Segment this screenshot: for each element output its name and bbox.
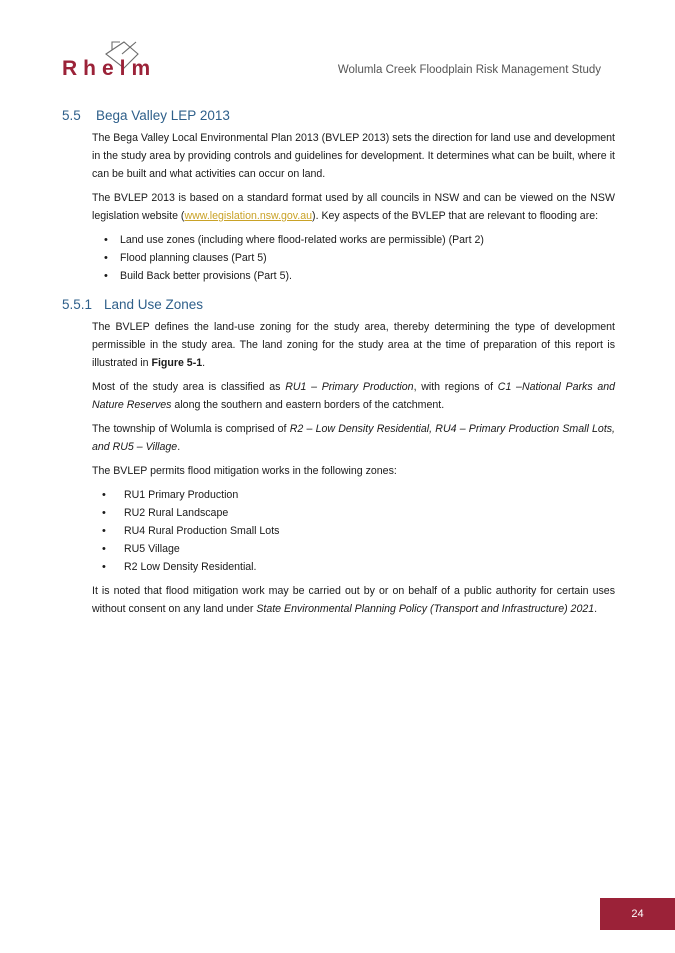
zone-names: R2 – Low Density Residential, RU4 – Primary Production Small Lots, and RU5 – Village bbox=[92, 423, 616, 453]
list-item: • RU5 Village bbox=[92, 540, 615, 558]
zone-list bbox=[92, 486, 615, 576]
policy-name: State Environmental Planning Policy (Transport and Infrastructure) 2021 bbox=[256, 603, 595, 615]
list-item: • R2 Low Density Residential. bbox=[92, 558, 615, 576]
list-item: • RU2 Rural Landscape bbox=[92, 504, 615, 522]
list-item: • Land use zones (including where flood-related works are permissible) (Part 2) bbox=[92, 231, 615, 249]
text-run: , with regions of bbox=[413, 381, 498, 393]
document-title: Wolumla Creek Floodplain Risk Management Study bbox=[337, 64, 601, 76]
zone-name: C1 –National Parks and Nature Reserves bbox=[92, 381, 616, 411]
page-number: 24 bbox=[600, 898, 675, 930]
paragraph: The BVLEP permits flood mitigation works in the following zones: bbox=[92, 465, 397, 477]
text-run: The township of Wolumla is comprised of bbox=[92, 423, 290, 435]
text-run: . bbox=[177, 441, 181, 453]
text-run: ). Key aspects of the BVLEP that are relevant to flooding are: bbox=[312, 210, 599, 222]
list-item: • RU4 Rural Production Small Lots bbox=[92, 522, 615, 540]
section-number: 5.5 bbox=[62, 108, 81, 123]
text-run: The BVLEP 2013 is based on a standard format used by all councils in NSW and can be viewed on the NSW legislation website ( bbox=[92, 192, 615, 222]
list-item: • Flood planning clauses (Part 5) bbox=[92, 249, 615, 267]
paragraph: The Bega Valley Local Environmental Plan 2013 (BVLEP 2013) sets the direction for land use and development in the study area by providing controls and guidelines for development. It determines what can be built, where it can be built and what activities can occur on land. bbox=[92, 132, 615, 180]
zone-name: RU1 – Primary Production bbox=[285, 381, 414, 393]
legislation-link[interactable]: www.legislation.nsw.gov.au bbox=[184, 210, 313, 222]
section-heading-5-5-1 bbox=[62, 297, 615, 312]
paragraph bbox=[92, 582, 615, 618]
paragraph bbox=[92, 378, 615, 414]
text-run: . bbox=[202, 357, 206, 369]
bullet-list bbox=[92, 231, 615, 285]
rhelm-logo bbox=[62, 38, 182, 80]
svg-text:Rhelm: Rhelm bbox=[62, 57, 157, 80]
list-item: • Build Back better provisions (Part 5). bbox=[92, 267, 615, 285]
paragraph bbox=[92, 318, 615, 372]
text-run: . bbox=[594, 603, 598, 615]
section-number: 5.5.1 bbox=[62, 297, 93, 312]
paragraph bbox=[92, 189, 615, 225]
figure-reference: Figure 5-1 bbox=[151, 357, 203, 369]
list-item: • RU1 Primary Production bbox=[92, 486, 615, 504]
text-run: along the southern and eastern borders of the catchment. bbox=[171, 399, 445, 411]
text-run: The BVLEP defines the land-use zoning for the study area, thereby determining the type of development permissible in the study area. The land zoning for the study area at the time of preparation of this report is illustrated in bbox=[92, 321, 615, 369]
section-title: Bega Valley LEP 2013 bbox=[96, 108, 230, 123]
text-run: Most of the study area is classified as bbox=[92, 381, 286, 393]
paragraph bbox=[92, 420, 615, 456]
page-content bbox=[62, 108, 615, 624]
section-heading-5-5 bbox=[62, 108, 615, 123]
section-title: Land Use Zones bbox=[104, 297, 204, 312]
text-run: It is noted that flood mitigation work may be carried out by or on behalf of a public authority for certain uses without consent on any land under bbox=[92, 585, 615, 615]
